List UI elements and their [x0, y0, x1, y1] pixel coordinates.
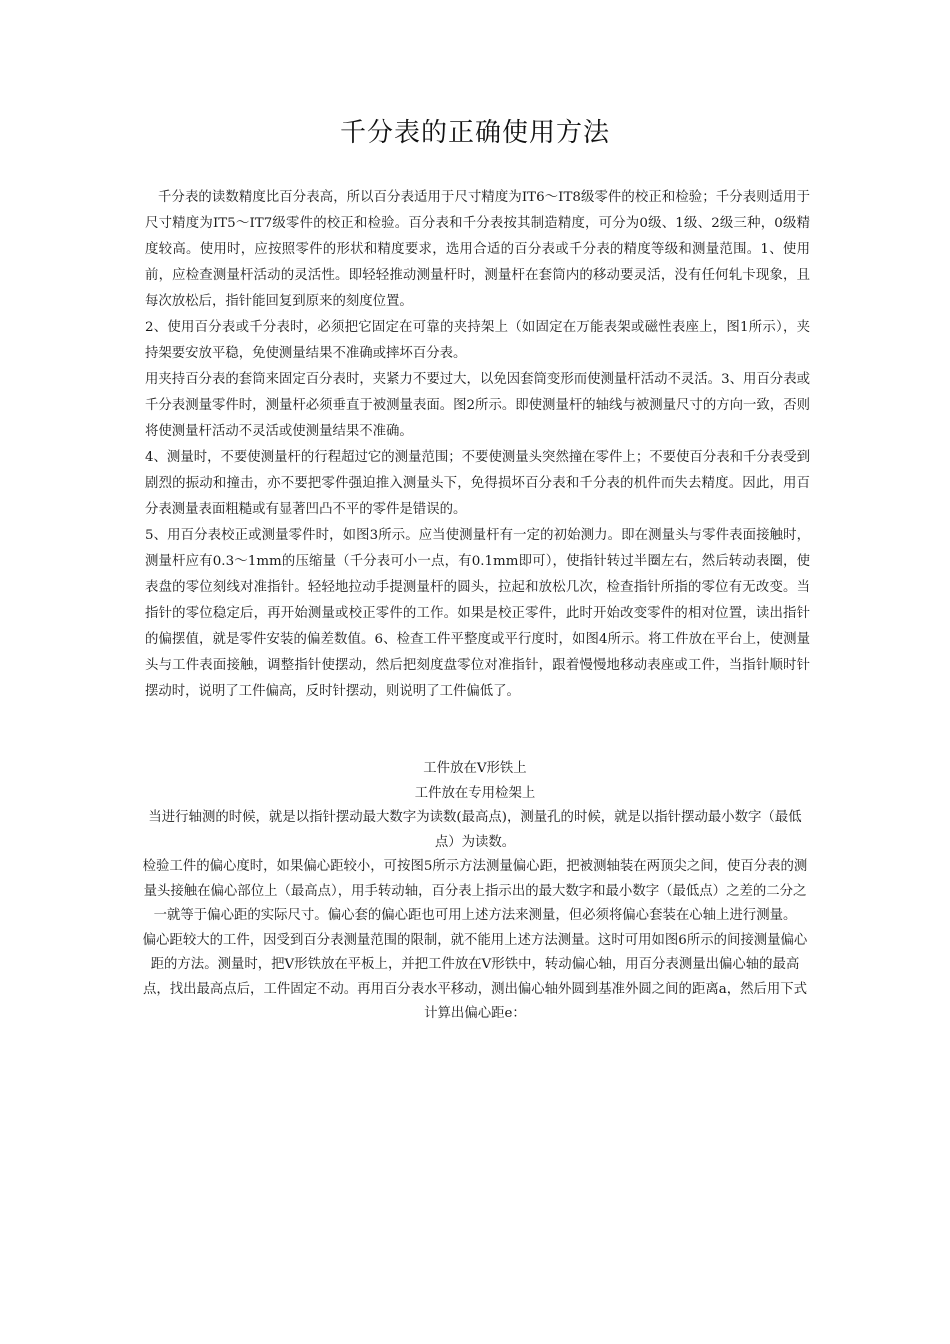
- paragraph-eccentricity-large: 偏心距较大的工件，因受到百分表测量范围的限制，就不能用上述方法测量。这时可用如图6所示的间接测量偏心距的方法。测量时，把V形铁放在平板上，并把工件放在V形铁中，转动偏心轴，用百分表测量出偏心轴的最高点，找出最高点后，工件固定不动。再用百分表水平移动，测出偏心轴外圆到基准外圆之间的距离a，然后用下式计算出偏心距e：: [142, 932, 808, 1021]
- paragraph-step-3: 用夹持百分表的套筒来固定百分表时，夹紧力不要过大，以免因套筒变形而使测量杆活动不灵活。3、用百分表或千分表测量零件时，测量杆必须垂直于被测量表面。图2所示。即使测量杆的轴线与被测量尺寸的方向一致，否则将使测量杆活动不灵活或使测量结果不准确。: [145, 372, 810, 439]
- centered-text-block: [140, 757, 810, 1027]
- paragraph-axis-measure: 当进行轴测的时候，就是以指针摆动最大数字为读数(最高点)，测量孔的时候，就是以指针摆动最小数字（最低点）为读数。: [148, 810, 802, 850]
- body-text: [145, 185, 810, 705]
- paragraph-intro: 千分表的读数精度比百分表高，所以百分表适用于尺寸精度为IT6～IT8级零件的校正和检验；千分表则适用于尺寸精度为IT5～IT7级零件的校正和检验。百分表和千分表按其制造精度，可分为0级、1级、2级三种，0级精度较高。使用时，应按照零件的形状和精度要求，选用合适的百分表或千分表的精度等级和测量范围。1、使用前，应检查测量杆活动的灵活性。即轻轻推动测量杆时，测量杆在套筒内的移动要灵活，没有任何轧卡现象，且每次放松后，指针能回复到原来的刻度位置。: [145, 190, 810, 309]
- paragraph-step-4: 4、测量时，不要使测量杆的行程超过它的测量范围；不要使测量头突然撞在零件上；不要使百分表和千分表受到剧烈的振动和撞击，亦不要把零件强迫推入测量头下，免得损坏百分表和千分表的机件而失去精度。因此，用百分表测量表面粗糙或有显著凹凸不平的零件是错误的。: [145, 450, 810, 517]
- paragraph-step-2: 2、使用百分表或千分表时，必须把它固定在可靠的夹持架上（如固定在万能表架或磁性表座上，图1所示），夹持架要安放平稳，免使测量结果不准确或摔坏百分表。: [145, 320, 810, 361]
- paragraph-eccentricity-small: 检验工件的偏心度时，如果偏心距较小，可按图5所示方法测量偏心距，把被测轴装在两顶尖之间，使百分表的测量头接触在偏心部位上（最高点），用手转动轴，百分表上指示出的最大数字和最小数字（最低点）之差的二分之一就等于偏心距的实际尺寸。偏心套的偏心距也可用上述方法来测量，但必须将偏心套装在心轴上进行测量。: [142, 859, 808, 923]
- caption-special-fixture: 工件放在专用检架上: [414, 785, 536, 801]
- document-title: 千分表的正确使用方法: [339, 118, 610, 148]
- caption-v-block: 工件放在V形铁上: [423, 761, 527, 776]
- paragraph-step-5-6: 5、用百分表校正或测量零件时，如图3所示。应当使测量杆有一定的初始测力。即在测量头与零件表面接触时，测量杆应有0.3～1mm的压缩量（千分表可小一点，有0.1mm即可），使指针转过半圈左右，然后转动表圈，使表盘的零位刻线对准指针。轻轻地拉动手提测量杆的圆头，拉起和放松几次，检查指针所指的零位有无改变。当指针的零位稳定后，再开始测量或校正零件的工作。如果是校正零件，此时开始改变零件的相对位置，读出指针的偏摆值，就是零件安装的偏差数值。6、检查工件平整度或平行度时，如图4所示。将工件放在平台上，使测量头与工件表面接触，调整指针使摆动，然后把刻度盘零位对准指针，跟着慢慢地移动表座或工件，当指针顺时针摆动时，说明了工件偏高，反时针摆动，则说明了工件偏低了。: [145, 528, 810, 699]
